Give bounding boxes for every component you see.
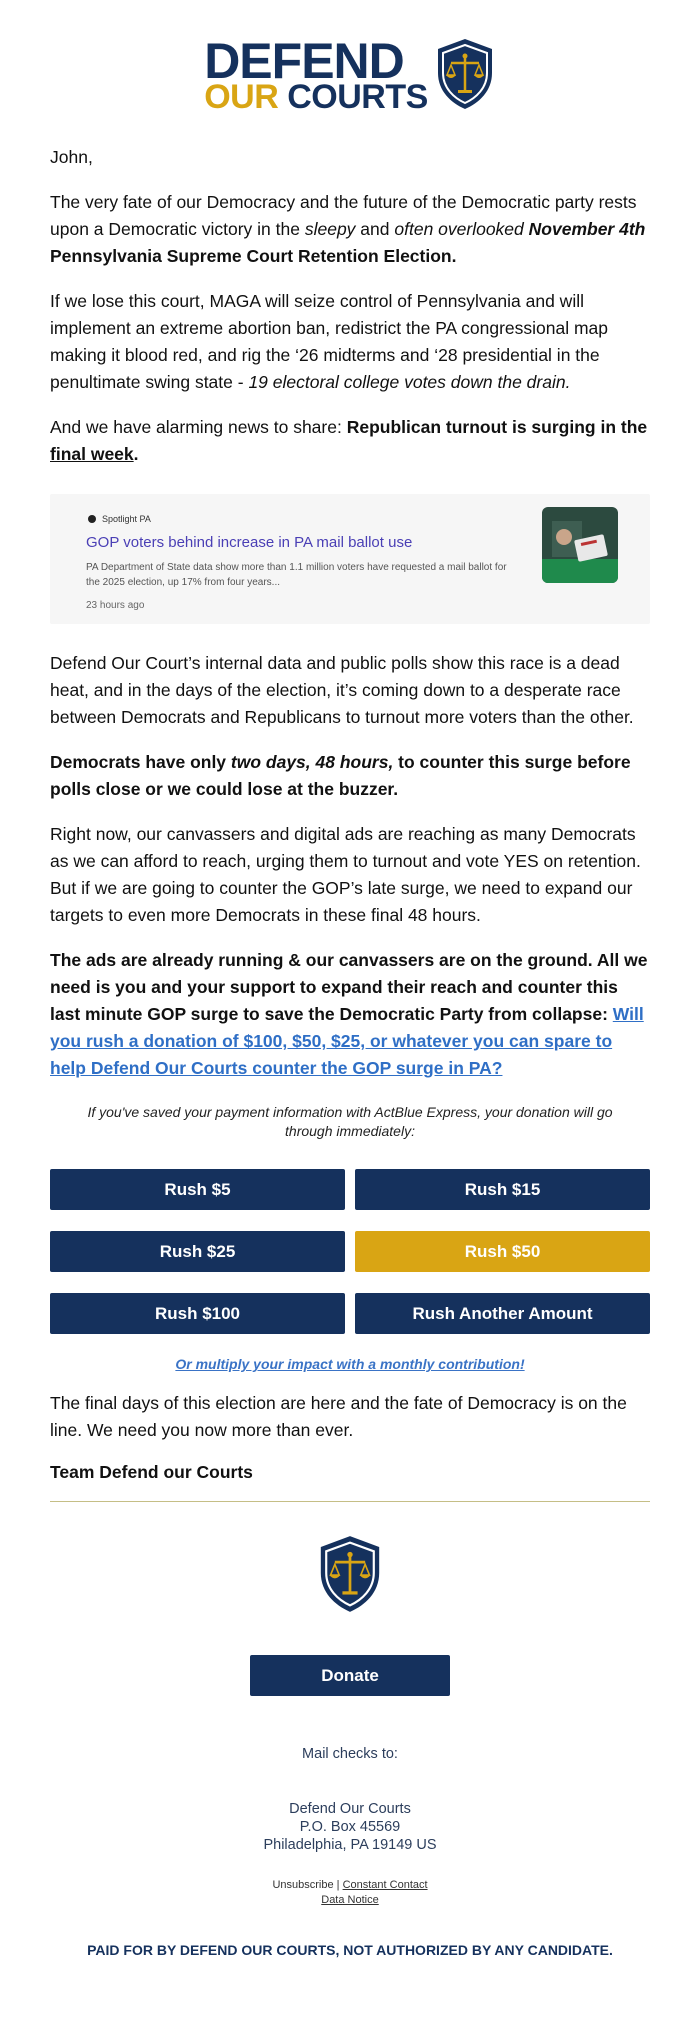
email-body xyxy=(50,0,650,1958)
mailing-address xyxy=(50,1800,650,1854)
paragraph-canvassers: Right now, our canvassers and digital ads are reaching as many Democrats as we can afford to reach, urging them to turnout and vote YES on retention. But if we are going to counter the GOP’s late surge, we need to expand our targets to even more Democrats in these final 48 hours. xyxy=(50,824,641,925)
p1-text-a: The very fate of our Democracy and the future of the Democratic party rests upon a Democratic victory in the xyxy=(50,192,637,239)
greeting: John, xyxy=(50,147,93,167)
data-notice-link[interactable]: Data Notice xyxy=(321,1894,379,1906)
paragraph-maga xyxy=(50,288,650,396)
footer-logo xyxy=(50,1534,650,1619)
p1-text-c: and xyxy=(355,219,395,239)
rush-50-button[interactable]: Rush $50 xyxy=(355,1231,650,1272)
news-headline: GOP voters behind increase in PA mail ballot use xyxy=(86,534,413,551)
footer-links xyxy=(50,1878,650,1908)
paid-for-disclaimer: PAID FOR BY DEFEND OUR COURTS, NOT AUTHORIZED BY ANY CANDIDATE. xyxy=(87,1942,613,1958)
constant-contact-link[interactable]: Constant Contact xyxy=(342,1879,428,1891)
p5-text-a: Democrats have only xyxy=(50,752,231,772)
rush-15-button[interactable]: Rush $15 xyxy=(355,1169,650,1210)
address-line-1: Defend Our Courts xyxy=(289,1801,411,1817)
rush-5-button[interactable]: Rush $5 xyxy=(50,1169,345,1210)
paragraph-alarming xyxy=(50,414,650,468)
p1-election: Pennsylvania Supreme Court Retention Election. xyxy=(50,246,457,266)
actblue-express-note: If you've saved your payment information with ActBlue Express, your donation will go through immediately: xyxy=(87,1104,613,1139)
mail-checks-label: Mail checks to: xyxy=(302,1746,398,1762)
news-description: PA Department of State data show more than 1.1 million voters have requested a mail ballot for the 2025 election, up 17% from four years... xyxy=(86,562,507,588)
address-line-2: P.O. Box 45569 xyxy=(299,1819,401,1835)
donation-button-grid xyxy=(50,1169,650,1334)
p3-period: . xyxy=(133,444,139,464)
paragraph-fate xyxy=(50,189,650,270)
scales-shield-icon xyxy=(434,37,496,116)
paragraph-closing: The final days of this election are here and the fate of Democracy is on the line. We need you now more than ever. xyxy=(50,1393,627,1440)
p3-turnout: Republican turnout is surging in the xyxy=(346,417,648,437)
news-card-image[interactable] xyxy=(50,494,650,624)
p1-overlooked: often overlooked xyxy=(394,219,524,239)
donate-button[interactable]: Donate xyxy=(250,1655,450,1696)
logo-wordmark xyxy=(204,32,428,116)
p5-two-days: two days, 48 hours, xyxy=(230,752,394,772)
p1-sleepy: sleepy xyxy=(304,219,356,239)
defend-our-courts-logo xyxy=(50,0,650,116)
news-age: 23 hours ago xyxy=(86,600,145,611)
logo-line-2 xyxy=(204,77,428,116)
rush-another-amount-button[interactable]: Rush Another Amount xyxy=(355,1293,650,1334)
donation-ask-link[interactable]: Will you rush a donation of $100, $50, $25, or whatever you can spare to help Defend Our Courts counter the GOP surge in PA? xyxy=(50,1004,644,1078)
paragraph-two-days xyxy=(50,749,650,803)
unsubscribe-link[interactable]: Unsubscribe xyxy=(272,1879,334,1891)
news-thumbnail xyxy=(542,507,618,583)
p7-text: The ads are already running & our canvassers are on the ground. All we need is you and your support to expand their reach and counter this last minute GOP surge to save the Democratic Party from collapse: xyxy=(50,950,648,1024)
monthly-contribution-link[interactable]: Or multiply your impact with a monthly contribution! xyxy=(175,1356,525,1372)
rush-25-button[interactable]: Rush $25 xyxy=(50,1231,345,1272)
news-source-name: Spotlight PA xyxy=(102,514,151,524)
source-logo-icon xyxy=(88,515,96,523)
p2-text: If we lose this court, MAGA will seize control of Pennsylvania and will implement an extreme abortion ban, redistrict the PA congressional map making it blood red, and rig the ‘26 midterms and ‘28 presidential in the penultimate swing state - xyxy=(50,291,609,392)
p1-date: November 4th xyxy=(528,219,646,239)
logo-our: OUR xyxy=(204,77,279,116)
link-separator: | xyxy=(336,1879,340,1891)
news-source xyxy=(88,514,151,524)
p5-text-c: to counter this surge before polls close or we could lose at the buzzer. xyxy=(50,752,631,799)
paragraph-internal-data: Defend Our Court’s internal data and public polls show this race is a dead heat, and in the days of the election, it’s coming down to a desperate race between Democrats and Republicans to turnout more voters than the other. xyxy=(50,653,634,727)
logo-line-1: DEFEND xyxy=(204,32,404,89)
address-line-3: Philadelphia, PA 19149 US xyxy=(263,1837,437,1853)
p3-final-week: final week xyxy=(50,444,134,464)
p3-text-a: And we have alarming news to share: xyxy=(50,417,347,437)
logo-courts: COURTS xyxy=(287,77,428,116)
p2-electoral: 19 electoral college votes down the drain. xyxy=(248,372,571,392)
rush-100-button[interactable]: Rush $100 xyxy=(50,1293,345,1334)
divider xyxy=(50,1501,650,1502)
signature: Team Defend our Courts xyxy=(50,1462,253,1482)
paragraph-ask xyxy=(50,947,650,1082)
footer-scales-shield-icon xyxy=(316,1534,384,1619)
